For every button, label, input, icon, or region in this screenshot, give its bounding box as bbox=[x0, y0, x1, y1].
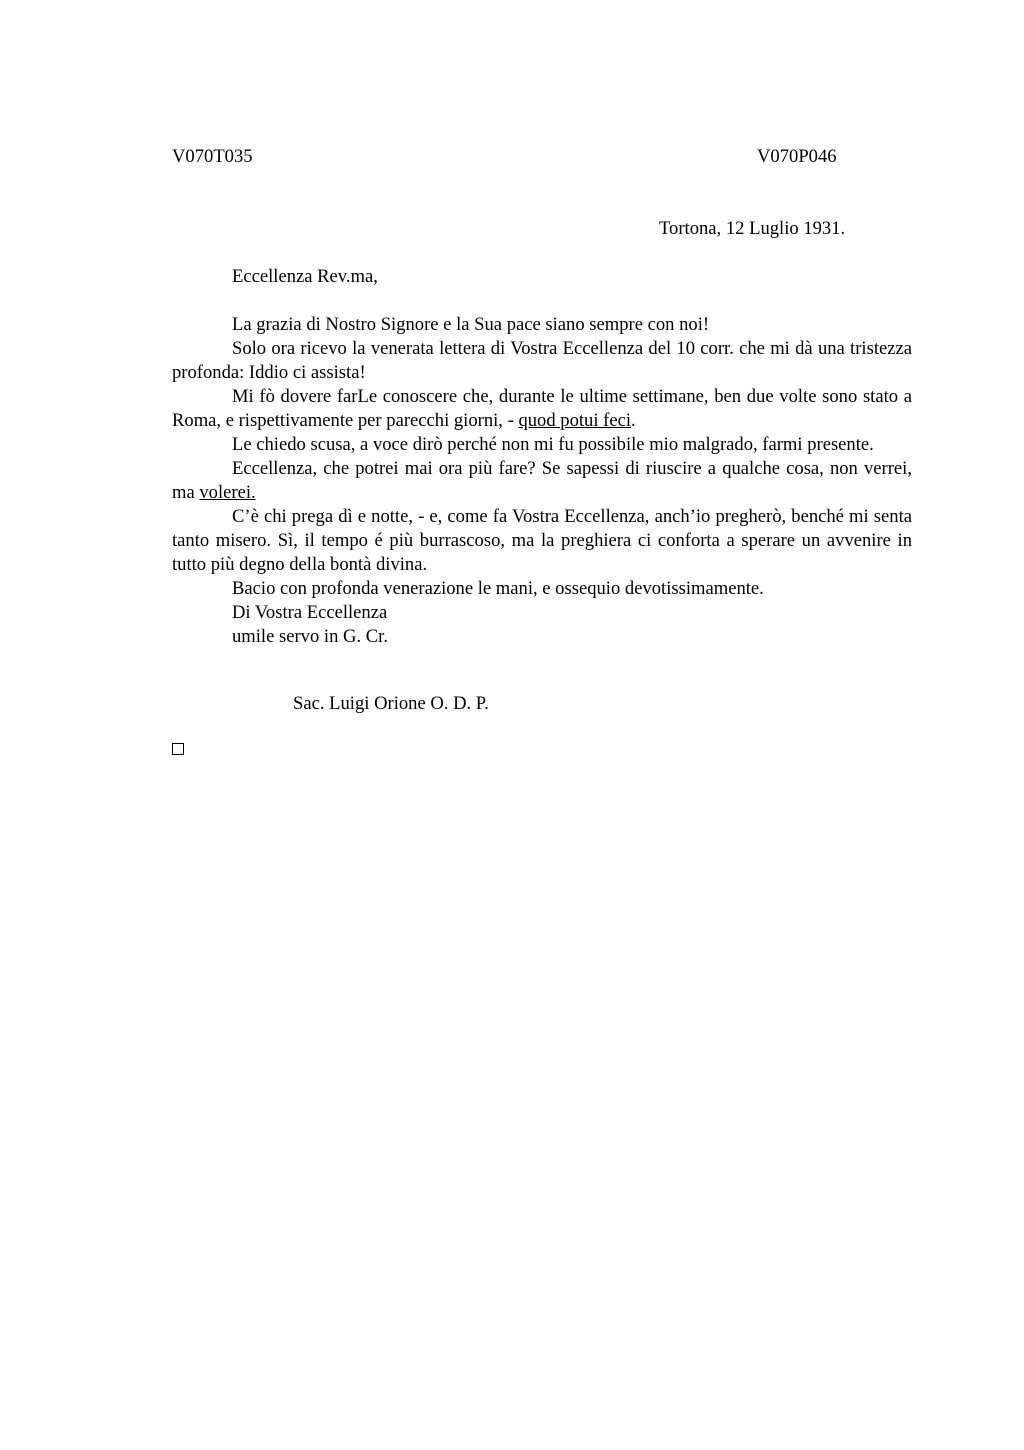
signature: Sac. Luigi Orione O. D. P. bbox=[293, 693, 489, 714]
paragraph-rome-visits bbox=[172, 385, 912, 433]
salutation: Eccellenza Rev.ma, bbox=[232, 266, 378, 287]
paragraph-text: La grazia di Nostro Signore e la Sua pace siano sempre con noi! bbox=[232, 314, 710, 335]
paragraph-prayer bbox=[172, 505, 912, 577]
letter-body bbox=[172, 313, 912, 649]
paragraph-text-end: . bbox=[631, 410, 636, 431]
place-date: Tortona, 12 Luglio 1931. bbox=[659, 218, 846, 239]
paragraph-received-letter bbox=[172, 337, 912, 385]
paragraph-text: Mi fò dovere farLe conoscere che, durante le ultime settimane, ben due volte sono stato a Roma, e rispettivamente per parecchi giorni, - bbox=[172, 386, 912, 431]
paragraph-text: Bacio con profonda venerazione le mani, e ossequio devotissimamente. bbox=[232, 578, 764, 599]
paragraph-text: Solo ora ricevo la venerata lettera di Vostra Eccellenza del 10 corr. che mi dà una tristezza profonda: Iddio ci assista! bbox=[172, 338, 912, 383]
paragraph-what-more bbox=[172, 457, 912, 505]
square-outline-icon bbox=[172, 743, 184, 755]
paragraph-greeting bbox=[172, 313, 912, 337]
closing-line-1: Di Vostra Eccellenza bbox=[232, 602, 388, 623]
closing-line-2: umile servo in G. Cr. bbox=[232, 626, 388, 647]
paragraph-farewell bbox=[172, 577, 912, 601]
paragraph-apology bbox=[172, 433, 912, 457]
underlined-word: volerei. bbox=[199, 482, 256, 503]
underlined-latin-phrase: quod potui feci bbox=[518, 410, 632, 431]
paragraph-text: C’è chi prega dì e notte, - e, come fa Vostra Eccellenza, anch’io pregherò, benché mi senta tanto misero. Sì, il tempo é più burrascoso, ma la preghiera ci conforta a sperare un avvenire in tutto più degno della bontà divina. bbox=[172, 506, 912, 575]
paragraph-text: Le chiedo scusa, a voce dirò perché non mi fu possibile mio malgrado, farmi presente. bbox=[232, 434, 874, 455]
document-code-right: V070P046 bbox=[757, 146, 837, 167]
document-code-left: V070T035 bbox=[172, 146, 253, 167]
paragraph-text: Eccellenza, che potrei mai ora più fare? Se sapessi di riuscire a qualche cosa, non verrei, ma bbox=[172, 458, 912, 503]
